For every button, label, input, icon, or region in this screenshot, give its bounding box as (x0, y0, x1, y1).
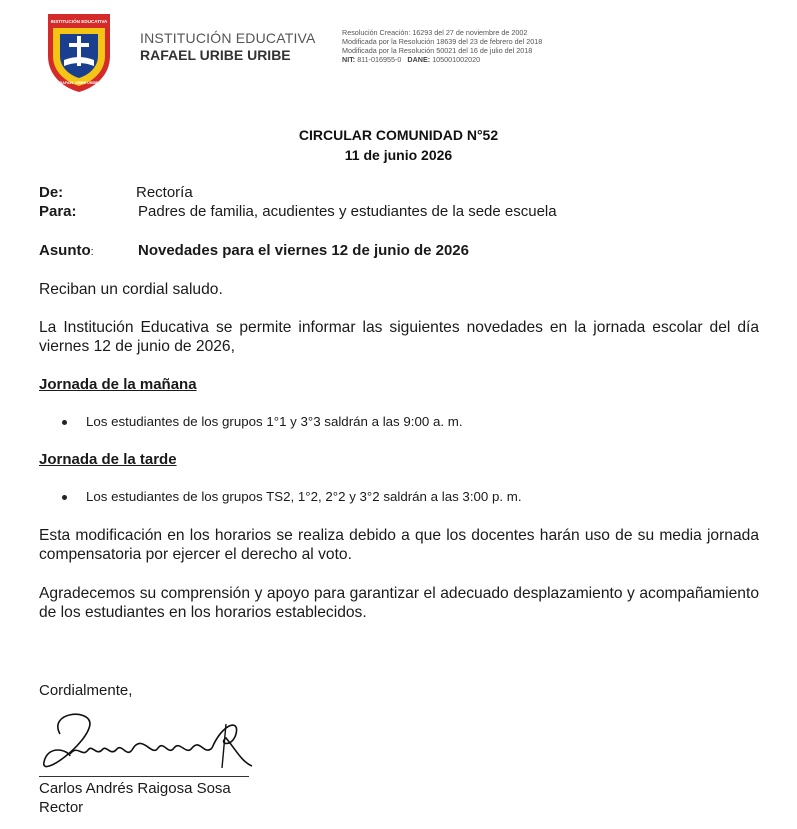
signer-role: Rector (39, 799, 84, 816)
signer-name: Carlos Andrés Raigosa Sosa (39, 780, 231, 797)
nit-value: 811-016955-0 (357, 55, 402, 64)
resolution-info (342, 28, 542, 64)
letterhead (0, 0, 797, 100)
circular-date: 11 de junio 2026 (344, 147, 453, 163)
subject-value: Novedades para el viernes 12 de junio de 2026 (138, 242, 469, 259)
thanks-paragraph: Agradecemos su comprensión y apoyo para garantizar el adecuado desplazamiento y acompañamiento de los estudiantes en los horarios establecidos. (39, 585, 759, 621)
bullet-icon (62, 420, 67, 425)
afternoon-item-text: Los estudiantes de los grupos TS2, 1°2, 2°2 y 3°2 saldrán a las 3:00 p. m. (86, 489, 522, 504)
subject-colon: : (90, 246, 94, 258)
nit-dane-line (342, 55, 542, 64)
resolution-modification-2: Modificada por la Resolución 50021 del 16 de julio del 2018 (342, 46, 533, 55)
logo-top-text: INSTITUCIÓN EDUCATIVA (50, 19, 108, 24)
farewell: Cordialmente, (39, 682, 133, 699)
resolution-creation: Resolución Creación: 16293 del 27 de noviembre de 2002 (342, 28, 528, 37)
morning-item-text: Los estudiantes de los grupos 1°1 y 3°3 saldrán a las 9:00 a. m. (86, 414, 463, 429)
institution-line1: INSTITUCIÓN EDUCATIVA (140, 30, 316, 46)
circular-title (0, 125, 797, 165)
signer-block (39, 779, 231, 817)
dane-label: DANE: (407, 55, 431, 64)
dane-value: 105001002020 (432, 55, 481, 64)
institution-line2: RAFAEL URIBE URIBE (140, 47, 291, 63)
nit-label: NIT: (342, 55, 356, 64)
morning-section-title: Jornada de la mañana (39, 376, 197, 393)
greeting: Reciban un cordial saludo. (39, 281, 223, 298)
logo-bottom-text: RAFAEL URIBE URIBE (59, 81, 99, 85)
institution-name (140, 30, 316, 63)
intro-paragraph: La Institución Educativa se permite informar las siguientes novedades en la jornada escolar del día viernes 12 de junio de 2026, (39, 319, 759, 355)
resolution-modification-1: Modificada por la Resolución 18639 del 23 de febrero del 2018 (342, 37, 543, 46)
circular-number: CIRCULAR COMUNIDAD N°52 (298, 127, 499, 143)
to-value: Padres de familia, acudientes y estudiantes de la sede escuela (138, 203, 557, 220)
school-crest-logo (44, 10, 114, 94)
signature-line (39, 776, 249, 777)
afternoon-section-title: Jornada de la tarde (39, 451, 177, 468)
reason-paragraph: Esta modificación en los horarios se realiza debido a que los docentes harán uso de su media jornada compensatoria por ejercer el derecho al voto. (39, 527, 759, 563)
from-label: De: (39, 184, 64, 201)
bullet-icon (62, 495, 67, 500)
from-value: Rectoría (136, 184, 193, 201)
handwritten-signature (30, 704, 260, 784)
subject-label: Asunto: (39, 242, 94, 259)
to-label: Para: (39, 203, 77, 220)
